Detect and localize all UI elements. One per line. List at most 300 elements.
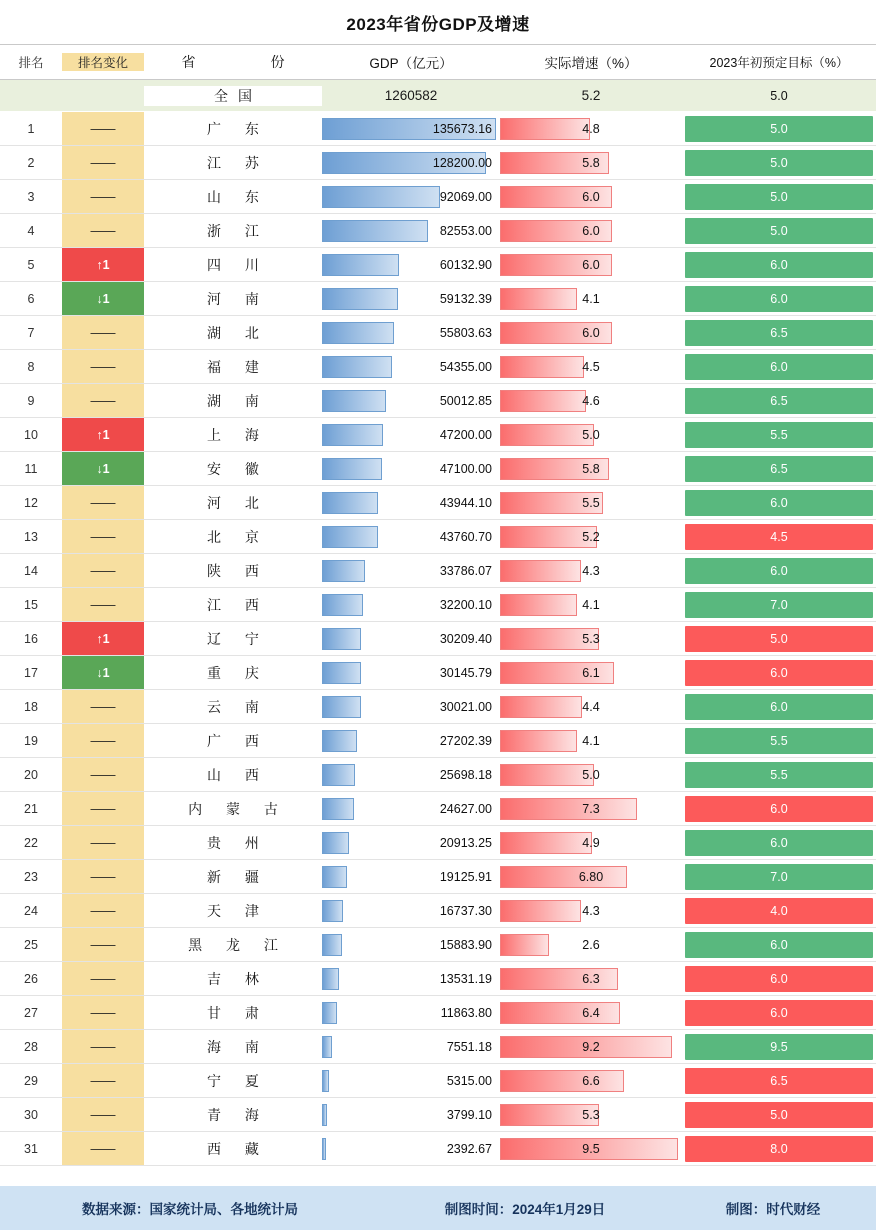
rank-flat-icon: —— bbox=[62, 384, 144, 417]
province-name: 甘 肃 bbox=[144, 996, 322, 1029]
gdp-bar-cell bbox=[322, 724, 500, 757]
gdp-value: 60132.90 bbox=[439, 257, 492, 272]
target-badge: 5.0 bbox=[685, 1102, 873, 1128]
gdp-bar-cell bbox=[322, 248, 500, 281]
growth-bar-cell bbox=[500, 112, 682, 145]
province-name: 天 津 bbox=[144, 894, 322, 927]
gdp-bar-cell bbox=[322, 690, 500, 723]
gdp-bar-cell bbox=[322, 826, 500, 859]
target-badge: 6.0 bbox=[685, 660, 873, 686]
target-cell bbox=[682, 928, 876, 961]
rank-flat-icon: —— bbox=[62, 214, 144, 247]
target-badge: 5.0 bbox=[685, 218, 873, 244]
header-province bbox=[144, 52, 322, 72]
growth-bar-cell bbox=[500, 758, 682, 791]
province-name: 湖 北 bbox=[144, 316, 322, 349]
growth-bar-cell bbox=[500, 894, 682, 927]
growth-value: 4.4 bbox=[582, 699, 600, 714]
rank-cell: 26 bbox=[24, 971, 38, 986]
table-row bbox=[0, 282, 876, 316]
growth-bar-cell bbox=[500, 1064, 682, 1097]
target-badge: 4.0 bbox=[685, 898, 873, 924]
gdp-bar-cell bbox=[322, 214, 500, 247]
target-cell bbox=[682, 996, 876, 1029]
province-name: 广 西 bbox=[144, 724, 322, 757]
table-row bbox=[0, 554, 876, 588]
target-badge: 8.0 bbox=[685, 1136, 873, 1162]
target-badge: 5.5 bbox=[685, 422, 873, 448]
target-badge: 6.0 bbox=[685, 932, 873, 958]
national-row bbox=[0, 80, 876, 112]
growth-bar-cell bbox=[500, 962, 682, 995]
rank-flat-icon: —— bbox=[62, 554, 144, 587]
target-cell bbox=[682, 1064, 876, 1097]
rank-flat-icon: —— bbox=[62, 112, 144, 145]
target-cell bbox=[682, 112, 876, 145]
province-name: 江 苏 bbox=[144, 146, 322, 179]
rank-cell: 1 bbox=[27, 121, 35, 136]
growth-bar-cell bbox=[500, 826, 682, 859]
footer-bar bbox=[0, 1186, 876, 1230]
target-badge: 5.0 bbox=[685, 150, 873, 176]
rank-cell: 31 bbox=[24, 1141, 38, 1156]
rank-flat-icon: —— bbox=[62, 792, 144, 825]
rank-cell: 24 bbox=[24, 903, 38, 918]
target-cell bbox=[682, 622, 876, 655]
rank-flat-icon: —— bbox=[62, 316, 144, 349]
growth-bar-cell bbox=[500, 656, 682, 689]
growth-value: 4.3 bbox=[582, 563, 600, 578]
province-name: 浙 江 bbox=[144, 214, 322, 247]
gdp-bar-cell bbox=[322, 112, 500, 145]
growth-value: 6.0 bbox=[582, 223, 600, 238]
target-badge: 6.0 bbox=[685, 830, 873, 856]
target-badge: 6.0 bbox=[685, 694, 873, 720]
rank-flat-icon: —— bbox=[62, 758, 144, 791]
rank-flat-icon: —— bbox=[62, 894, 144, 927]
growth-bar-cell bbox=[500, 690, 682, 723]
growth-bar-cell bbox=[500, 146, 682, 179]
growth-value: 6.0 bbox=[582, 257, 600, 272]
gdp-bar-cell bbox=[322, 1132, 500, 1165]
rank-flat-icon: —— bbox=[62, 1098, 144, 1131]
rank-cell: 2 bbox=[27, 155, 35, 170]
growth-value: 7.3 bbox=[582, 801, 600, 816]
growth-value: 4.1 bbox=[582, 597, 600, 612]
rank-down-icon: ↓1 bbox=[62, 656, 144, 689]
growth-bar-cell bbox=[500, 622, 682, 655]
gdp-value: 3799.10 bbox=[446, 1107, 492, 1122]
growth-bar-cell bbox=[500, 1132, 682, 1165]
target-cell bbox=[682, 962, 876, 995]
rank-cell: 4 bbox=[27, 223, 35, 238]
gdp-bar-cell bbox=[322, 758, 500, 791]
target-cell bbox=[682, 588, 876, 621]
table-row bbox=[0, 1064, 876, 1098]
gdp-value: 135673.16 bbox=[432, 121, 492, 136]
gdp-value: 15883.90 bbox=[439, 937, 492, 952]
province-name: 辽 宁 bbox=[144, 622, 322, 655]
target-cell bbox=[682, 724, 876, 757]
target-badge: 5.0 bbox=[685, 626, 873, 652]
rank-flat-icon: —— bbox=[62, 1064, 144, 1097]
growth-value: 4.1 bbox=[582, 291, 600, 306]
target-badge: 7.0 bbox=[685, 864, 873, 890]
growth-bar-cell bbox=[500, 554, 682, 587]
table-row bbox=[0, 928, 876, 962]
gdp-value: 92069.00 bbox=[439, 189, 492, 204]
gdp-value: 2392.67 bbox=[446, 1141, 492, 1156]
header-target: 2023年初预定目标（%） bbox=[709, 56, 849, 70]
table-row bbox=[0, 894, 876, 928]
target-cell bbox=[682, 860, 876, 893]
title-bar bbox=[0, 0, 876, 44]
header-province-a: 省 bbox=[181, 54, 196, 70]
gdp-bar-cell bbox=[322, 554, 500, 587]
target-badge: 5.5 bbox=[685, 728, 873, 754]
rank-flat-icon: —— bbox=[62, 146, 144, 179]
page-title: 2023年省份GDP及增速 bbox=[346, 14, 530, 34]
target-cell bbox=[682, 520, 876, 553]
growth-bar-cell bbox=[500, 248, 682, 281]
rank-cell: 14 bbox=[24, 563, 38, 578]
target-cell bbox=[682, 384, 876, 417]
growth-bar-cell bbox=[500, 486, 682, 519]
province-name: 吉 林 bbox=[144, 962, 322, 995]
gdp-value: 24627.00 bbox=[439, 801, 492, 816]
rank-cell: 21 bbox=[24, 801, 38, 816]
growth-bar-cell bbox=[500, 452, 682, 485]
province-name: 内 蒙 古 bbox=[144, 792, 322, 825]
table-row bbox=[0, 1098, 876, 1132]
target-badge: 6.5 bbox=[685, 320, 873, 346]
table-row bbox=[0, 112, 876, 146]
growth-value: 5.0 bbox=[582, 767, 600, 782]
table-row bbox=[0, 962, 876, 996]
growth-bar-cell bbox=[500, 1030, 682, 1063]
gdp-bar-cell bbox=[322, 656, 500, 689]
rank-flat-icon: —— bbox=[62, 826, 144, 859]
gdp-bar-cell bbox=[322, 792, 500, 825]
gdp-bar-cell bbox=[322, 146, 500, 179]
growth-value: 6.0 bbox=[582, 325, 600, 340]
province-name: 河 北 bbox=[144, 486, 322, 519]
rank-cell: 6 bbox=[27, 291, 35, 306]
province-name: 青 海 bbox=[144, 1098, 322, 1131]
province-name: 山 西 bbox=[144, 758, 322, 791]
table-row bbox=[0, 146, 876, 180]
gdp-value: 11863.80 bbox=[440, 1005, 492, 1020]
rank-up-icon: ↑1 bbox=[62, 622, 144, 655]
growth-value: 9.5 bbox=[582, 1141, 600, 1156]
target-badge: 7.0 bbox=[685, 592, 873, 618]
province-name: 河 南 bbox=[144, 282, 322, 315]
province-name: 北 京 bbox=[144, 520, 322, 553]
rank-cell: 18 bbox=[24, 699, 38, 714]
rank-flat-icon: —— bbox=[62, 180, 144, 213]
gdp-value: 82553.00 bbox=[439, 223, 492, 238]
gdp-bar-cell bbox=[322, 350, 500, 383]
growth-value: 6.6 bbox=[582, 1073, 600, 1088]
growth-value: 6.3 bbox=[582, 971, 600, 986]
table-row bbox=[0, 690, 876, 724]
header-gdp: GDP（亿元） bbox=[369, 56, 453, 71]
gdp-value: 25698.18 bbox=[439, 767, 492, 782]
province-name: 四 川 bbox=[144, 248, 322, 281]
gdp-value: 7551.18 bbox=[446, 1039, 492, 1054]
target-badge: 5.0 bbox=[685, 116, 873, 142]
growth-value: 6.80 bbox=[578, 869, 604, 884]
footer-time: 制图时间：2024年1月29日 bbox=[444, 1202, 606, 1217]
gdp-value: 20913.25 bbox=[439, 835, 492, 850]
table-row bbox=[0, 214, 876, 248]
growth-bar-cell bbox=[500, 996, 682, 1029]
gdp-bar-cell bbox=[322, 282, 500, 315]
target-cell bbox=[682, 418, 876, 451]
target-cell bbox=[682, 180, 876, 213]
target-badge: 6.0 bbox=[685, 558, 873, 584]
rank-cell: 23 bbox=[24, 869, 38, 884]
target-cell bbox=[682, 486, 876, 519]
gdp-value: 30021.00 bbox=[439, 699, 492, 714]
growth-value: 2.6 bbox=[582, 937, 600, 952]
province-name: 西 藏 bbox=[144, 1132, 322, 1165]
target-badge: 6.0 bbox=[685, 252, 873, 278]
gdp-bar-cell bbox=[322, 520, 500, 553]
growth-value: 5.0 bbox=[582, 427, 600, 442]
gdp-bar-cell bbox=[322, 860, 500, 893]
rank-up-icon: ↑1 bbox=[62, 248, 144, 281]
target-cell bbox=[682, 1132, 876, 1165]
gdp-value: 47200.00 bbox=[439, 427, 492, 442]
table-row bbox=[0, 1030, 876, 1064]
growth-value: 5.8 bbox=[582, 155, 600, 170]
table-row bbox=[0, 1132, 876, 1166]
gdp-value: 43944.10 bbox=[439, 495, 492, 510]
rank-flat-icon: —— bbox=[62, 520, 144, 553]
rank-cell: 25 bbox=[24, 937, 38, 952]
rank-cell: 27 bbox=[24, 1005, 38, 1020]
header-rank: 排名 bbox=[18, 56, 44, 70]
province-name: 山 东 bbox=[144, 180, 322, 213]
target-badge: 6.0 bbox=[685, 966, 873, 992]
target-badge: 6.5 bbox=[685, 1068, 873, 1094]
growth-bar-cell bbox=[500, 792, 682, 825]
target-badge: 6.5 bbox=[685, 456, 873, 482]
gdp-bar-cell bbox=[322, 1064, 500, 1097]
table-row bbox=[0, 384, 876, 418]
rank-flat-icon: —— bbox=[62, 928, 144, 961]
target-badge: 6.0 bbox=[685, 354, 873, 380]
growth-value: 6.0 bbox=[582, 189, 600, 204]
gdp-bar-cell bbox=[322, 928, 500, 961]
gdp-value: 59132.39 bbox=[439, 291, 492, 306]
rank-flat-icon: —— bbox=[62, 1030, 144, 1063]
growth-value: 5.5 bbox=[582, 495, 600, 510]
rank-cell: 20 bbox=[24, 767, 38, 782]
province-name: 黑 龙 江 bbox=[144, 928, 322, 961]
table-row bbox=[0, 350, 876, 384]
province-name: 江 西 bbox=[144, 588, 322, 621]
growth-value: 4.5 bbox=[582, 359, 600, 374]
rank-cell: 29 bbox=[24, 1073, 38, 1088]
rank-cell: 7 bbox=[27, 325, 35, 340]
gdp-value: 33786.07 bbox=[439, 563, 492, 578]
growth-value: 4.8 bbox=[582, 121, 600, 136]
rank-cell: 28 bbox=[24, 1039, 38, 1054]
target-cell bbox=[682, 1098, 876, 1131]
national-target: 5.0 bbox=[770, 88, 788, 103]
footer-author: 制图：时代财经 bbox=[725, 1202, 821, 1217]
growth-value: 5.3 bbox=[582, 631, 600, 646]
target-badge: 6.0 bbox=[685, 796, 873, 822]
rank-flat-icon: —— bbox=[62, 724, 144, 757]
rank-flat-icon: —— bbox=[62, 588, 144, 621]
header-province-b: 份 bbox=[270, 54, 285, 70]
target-cell bbox=[682, 826, 876, 859]
gdp-bar-cell bbox=[322, 180, 500, 213]
target-cell bbox=[682, 282, 876, 315]
gdp-bar-cell bbox=[322, 452, 500, 485]
table-row bbox=[0, 622, 876, 656]
growth-value: 6.4 bbox=[582, 1005, 600, 1020]
table-row bbox=[0, 418, 876, 452]
province-name: 陕 西 bbox=[144, 554, 322, 587]
growth-value: 5.8 bbox=[582, 461, 600, 476]
rank-cell: 12 bbox=[24, 495, 38, 510]
gdp-value: 128200.00 bbox=[432, 155, 492, 170]
target-cell bbox=[682, 452, 876, 485]
growth-value: 4.1 bbox=[582, 733, 600, 748]
target-badge: 9.5 bbox=[685, 1034, 873, 1060]
table-row bbox=[0, 724, 876, 758]
target-badge: 4.5 bbox=[685, 524, 873, 550]
growth-value: 4.6 bbox=[582, 393, 600, 408]
target-cell bbox=[682, 656, 876, 689]
target-cell bbox=[682, 690, 876, 723]
gdp-value: 50012.85 bbox=[439, 393, 492, 408]
table-row bbox=[0, 860, 876, 894]
table-row bbox=[0, 826, 876, 860]
growth-bar-cell bbox=[500, 384, 682, 417]
province-name: 湖 南 bbox=[144, 384, 322, 417]
gdp-bar-cell bbox=[322, 1030, 500, 1063]
table-body bbox=[0, 112, 876, 1166]
table-row bbox=[0, 520, 876, 554]
national-name: 全国 bbox=[144, 86, 322, 106]
national-gdp: 1260582 bbox=[384, 88, 438, 103]
gdp-bar-cell bbox=[322, 996, 500, 1029]
table-row bbox=[0, 316, 876, 350]
rank-cell: 3 bbox=[27, 189, 35, 204]
gdp-bar-cell bbox=[322, 622, 500, 655]
growth-bar-cell bbox=[500, 724, 682, 757]
gdp-value: 27202.39 bbox=[439, 733, 492, 748]
growth-value: 9.2 bbox=[582, 1039, 600, 1054]
rank-cell: 13 bbox=[24, 529, 38, 544]
gdp-value: 19125.91 bbox=[439, 869, 492, 884]
gdp-bar-cell bbox=[322, 418, 500, 451]
table-row bbox=[0, 248, 876, 282]
header-growth: 实际增速（%） bbox=[544, 56, 638, 71]
target-cell bbox=[682, 758, 876, 791]
gdp-bar-cell bbox=[322, 962, 500, 995]
target-badge: 6.0 bbox=[685, 490, 873, 516]
gdp-bar-cell bbox=[322, 316, 500, 349]
target-badge: 5.5 bbox=[685, 762, 873, 788]
rank-down-icon: ↓1 bbox=[62, 452, 144, 485]
target-cell bbox=[682, 894, 876, 927]
gdp-bar-cell bbox=[322, 894, 500, 927]
province-name: 新 疆 bbox=[144, 860, 322, 893]
table-row bbox=[0, 180, 876, 214]
rank-down-icon: ↓1 bbox=[62, 282, 144, 315]
province-name: 贵 州 bbox=[144, 826, 322, 859]
province-name: 宁 夏 bbox=[144, 1064, 322, 1097]
target-cell bbox=[682, 248, 876, 281]
table-header bbox=[0, 44, 876, 80]
growth-bar-cell bbox=[500, 928, 682, 961]
table-row bbox=[0, 758, 876, 792]
province-name: 云 南 bbox=[144, 690, 322, 723]
gdp-value: 55803.63 bbox=[439, 325, 492, 340]
rank-up-icon: ↑1 bbox=[62, 418, 144, 451]
gdp-value: 30145.79 bbox=[439, 665, 492, 680]
header-change: 排名变化 bbox=[62, 53, 144, 71]
growth-bar-cell bbox=[500, 214, 682, 247]
province-name: 安 徽 bbox=[144, 452, 322, 485]
growth-bar-cell bbox=[500, 282, 682, 315]
province-name: 上 海 bbox=[144, 418, 322, 451]
growth-value: 5.2 bbox=[582, 529, 600, 544]
gdp-bar-cell bbox=[322, 1098, 500, 1131]
rank-cell: 11 bbox=[24, 461, 38, 476]
rank-cell: 15 bbox=[24, 597, 38, 612]
growth-bar-cell bbox=[500, 350, 682, 383]
rank-flat-icon: —— bbox=[62, 350, 144, 383]
province-name: 福 建 bbox=[144, 350, 322, 383]
rank-flat-icon: —— bbox=[62, 860, 144, 893]
table-row bbox=[0, 656, 876, 690]
rank-flat-icon: —— bbox=[62, 962, 144, 995]
target-cell bbox=[682, 554, 876, 587]
gdp-value: 5315.00 bbox=[446, 1073, 492, 1088]
target-cell bbox=[682, 350, 876, 383]
rank-flat-icon: —— bbox=[62, 996, 144, 1029]
rank-cell: 9 bbox=[27, 393, 35, 408]
gdp-value: 47100.00 bbox=[439, 461, 492, 476]
rank-cell: 30 bbox=[24, 1107, 38, 1122]
table-row bbox=[0, 996, 876, 1030]
growth-bar-cell bbox=[500, 860, 682, 893]
target-cell bbox=[682, 316, 876, 349]
table-row bbox=[0, 792, 876, 826]
province-name: 重 庆 bbox=[144, 656, 322, 689]
target-badge: 5.0 bbox=[685, 184, 873, 210]
target-cell bbox=[682, 1030, 876, 1063]
table-row bbox=[0, 452, 876, 486]
gdp-bar-cell bbox=[322, 588, 500, 621]
province-name: 海 南 bbox=[144, 1030, 322, 1063]
growth-value: 4.9 bbox=[582, 835, 600, 850]
growth-bar-cell bbox=[500, 316, 682, 349]
gdp-value: 13531.19 bbox=[439, 971, 492, 986]
gdp-value: 43760.70 bbox=[439, 529, 492, 544]
rank-cell: 19 bbox=[24, 733, 38, 748]
target-cell bbox=[682, 792, 876, 825]
rank-flat-icon: —— bbox=[62, 1132, 144, 1165]
rank-cell: 22 bbox=[24, 835, 38, 850]
